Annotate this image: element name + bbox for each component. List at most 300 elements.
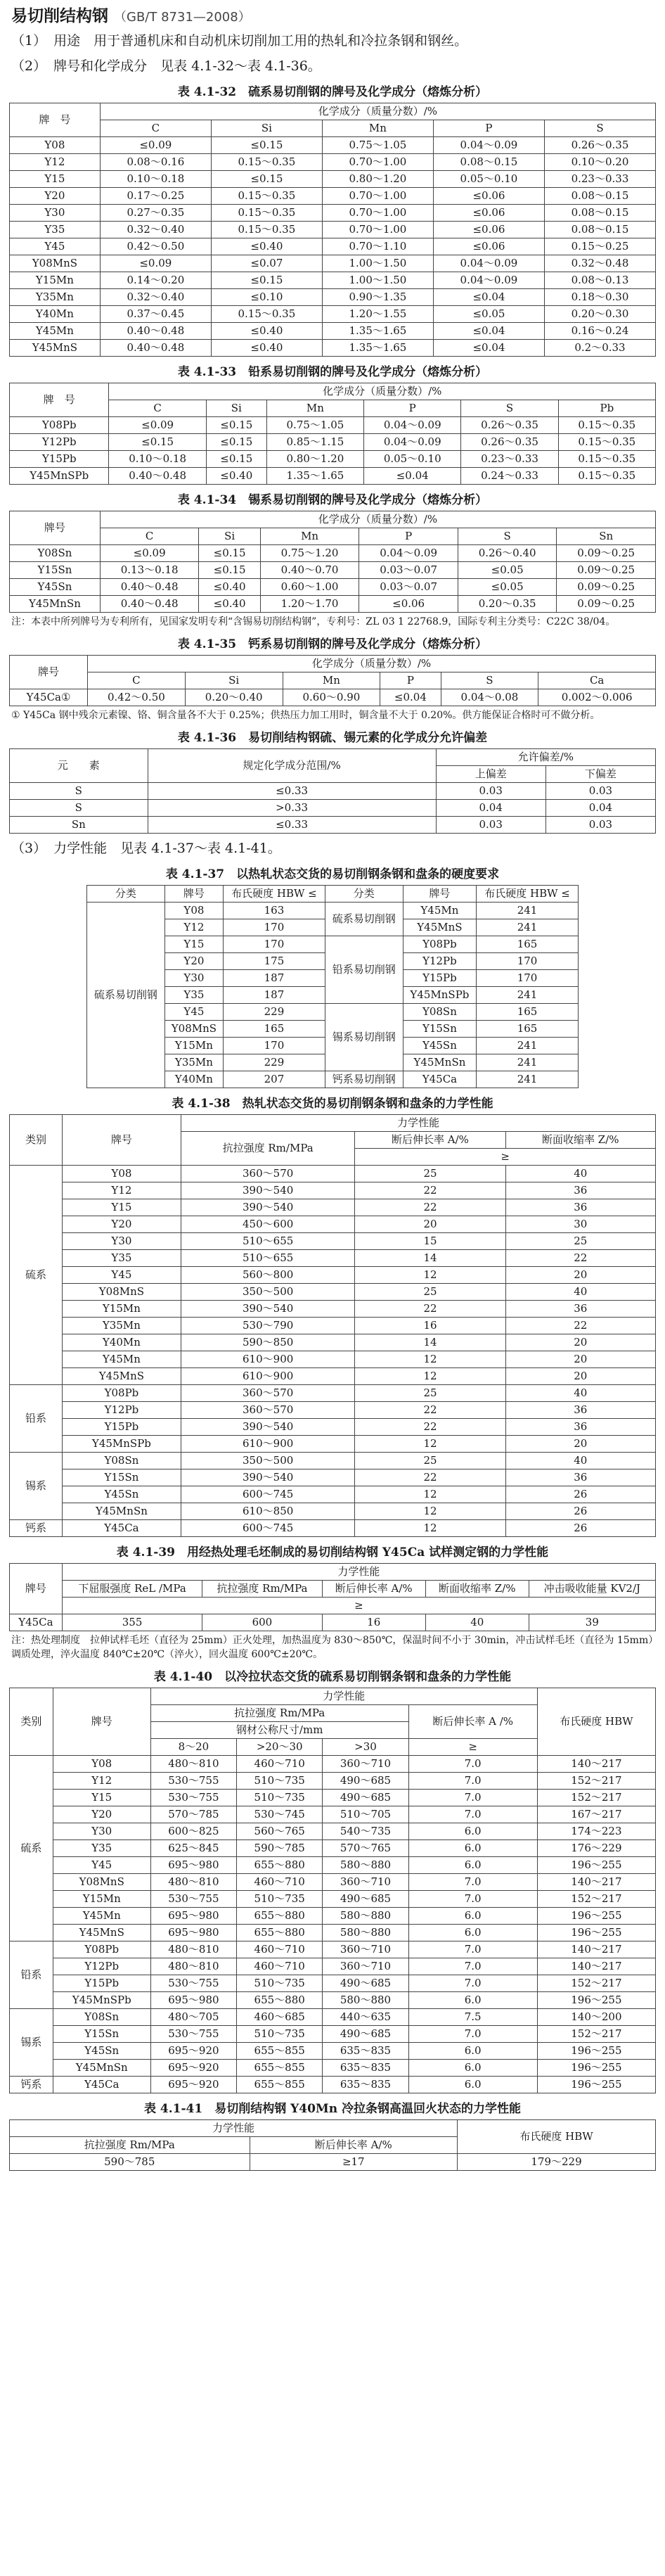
composition-table bbox=[9, 383, 656, 485]
value-cell: 460～710 bbox=[237, 1756, 323, 1773]
value-cell: 655～855 bbox=[237, 2043, 323, 2060]
value-cell: 0.70～1.00 bbox=[322, 205, 433, 222]
table-row bbox=[10, 1216, 656, 1233]
table-caption: 表 4.1-34 锡系易切削钢的牌号及化学成分（熔炼分析） bbox=[177, 493, 488, 507]
value-cell: 0.20～0.35 bbox=[458, 596, 557, 613]
value-cell: 0.70～1.00 bbox=[322, 154, 433, 171]
value-cell: 610～900 bbox=[181, 1351, 355, 1368]
value-cell: 460～710 bbox=[237, 1874, 323, 1891]
category-header: 类别 bbox=[10, 1115, 63, 1166]
header-row bbox=[10, 672, 656, 689]
table-row bbox=[10, 255, 656, 272]
value-cell: 140～217 bbox=[537, 1958, 655, 1975]
value-cell: 140～217 bbox=[537, 1874, 655, 1891]
value-cell: 0.40～0.48 bbox=[100, 596, 199, 613]
value-cell: 0.09～0.25 bbox=[557, 579, 656, 596]
grade-cell: Y15Sn bbox=[62, 1469, 181, 1486]
table-4-1-37 bbox=[0, 866, 665, 1088]
hardness-cell: 187 bbox=[224, 987, 325, 1004]
value-cell: 600 bbox=[202, 1614, 322, 1631]
value-cell: 6.0 bbox=[408, 1857, 537, 1874]
value-cell: 390～540 bbox=[181, 1301, 355, 1318]
hbw-header: 布氏硬度 HBW ≤ bbox=[477, 886, 579, 903]
value-cell: 0.85～1.15 bbox=[266, 434, 363, 451]
value-cell: 0.75～1.20 bbox=[260, 545, 359, 562]
mechanical-header: 力学性能 bbox=[181, 1115, 655, 1132]
value-cell: 580～880 bbox=[323, 1857, 408, 1874]
value-cell: 460～710 bbox=[237, 1958, 323, 1975]
title-text: 易切削结构钢 bbox=[11, 7, 108, 25]
value-cell: ≤0.33 bbox=[148, 817, 436, 834]
value-cell: 510～735 bbox=[237, 1773, 323, 1790]
value-cell: 610～850 bbox=[181, 1503, 355, 1520]
table-caption: 表 4.1-32 硫系易切削钢的牌号及化学成分（熔炼分析） bbox=[177, 85, 488, 99]
value-cell: 1.20～1.55 bbox=[322, 306, 433, 323]
property-header: 断面收缩率 Z/% bbox=[425, 1581, 529, 1598]
value-cell: 40 bbox=[505, 1284, 655, 1301]
size-range-header: >20～30 bbox=[237, 1739, 323, 1756]
value-cell: 16 bbox=[322, 1614, 425, 1631]
grade-cell: Y08Pb bbox=[10, 417, 109, 434]
value-cell: 0.37～0.45 bbox=[100, 306, 211, 323]
value-cell: 196～255 bbox=[537, 2077, 655, 2093]
value-cell: 600～825 bbox=[150, 1823, 236, 1840]
composition-header: 化学成分（质量分数）/% bbox=[100, 103, 655, 120]
grade-cell: Y40Mn bbox=[164, 1071, 223, 1088]
value-cell: 0.75～1.05 bbox=[322, 137, 433, 154]
deviation-table bbox=[9, 748, 656, 834]
upper-header: 上偏差 bbox=[436, 766, 545, 783]
value-cell: 0.04～0.09 bbox=[359, 545, 458, 562]
grade-cell: Y45 bbox=[10, 238, 101, 255]
mechanical-header: 力学性能 bbox=[150, 1688, 537, 1705]
grade-header: 牌号 bbox=[164, 886, 223, 903]
grade-cell: Y12 bbox=[10, 154, 101, 171]
cat-header: 分类 bbox=[87, 886, 165, 903]
grade-cell: Y45Sn bbox=[403, 1038, 476, 1054]
value-cell: 0.40～0.48 bbox=[100, 340, 211, 357]
value-cell: 36 bbox=[505, 1469, 655, 1486]
value-cell: ≤0.06 bbox=[433, 188, 544, 205]
value-cell: 36 bbox=[505, 1301, 655, 1318]
value-cell: 36 bbox=[505, 1419, 655, 1436]
table-row bbox=[10, 171, 656, 188]
value-cell: 25 bbox=[355, 1453, 505, 1469]
category-cell: 铅系易切削钢 bbox=[325, 936, 403, 1004]
table-row bbox=[10, 1385, 656, 1402]
table-row bbox=[10, 1840, 656, 1857]
value-cell: 580～880 bbox=[323, 1992, 408, 2009]
value-cell: 196～255 bbox=[537, 1992, 655, 2009]
value-cell: 0.42～0.50 bbox=[100, 238, 211, 255]
value-cell: 510～735 bbox=[237, 1891, 323, 1908]
value-cell: 655～855 bbox=[237, 2060, 323, 2077]
element-header: Si bbox=[185, 672, 283, 689]
grade-cell: Y45Mn bbox=[53, 1908, 150, 1925]
table-row bbox=[10, 340, 656, 357]
value-cell: 460～685 bbox=[237, 2009, 323, 2026]
table-note: 注：本表中所列牌号为专利所有，见国家发明专利“含锡易切削结构钢”，专利号：ZL 03 1 22768.9，国际专利主分类号：C22C 38/04。 bbox=[11, 616, 616, 627]
table-note: 注：热处理制度 拉伸试样毛坯（直径为 25mm）正火处理，加热温度为 830～850℃，保温时间不小于 30min，冲击试样毛坯（直径为 15mm）调质处理，淬火温度 840℃±20℃（淬火），回火温度 600℃±20℃。 bbox=[11, 1635, 654, 1660]
value-cell: 510～655 bbox=[181, 1250, 355, 1267]
grade-cell: Y12 bbox=[164, 919, 223, 936]
value-cell: 6.0 bbox=[408, 1823, 537, 1840]
element-header: S bbox=[461, 400, 558, 417]
table-row bbox=[10, 1823, 656, 1840]
value-cell: 530～790 bbox=[181, 1318, 355, 1334]
mechanical-table bbox=[9, 1114, 656, 1537]
value-cell: 25 bbox=[505, 1233, 655, 1250]
element-header: Mn bbox=[260, 528, 359, 545]
value-cell: 580～880 bbox=[323, 1925, 408, 1941]
table-row bbox=[10, 137, 656, 154]
grade-cell: Y40Mn bbox=[10, 306, 101, 323]
value-cell: 490～685 bbox=[323, 1790, 408, 1806]
table-row bbox=[10, 1891, 656, 1908]
value-cell: S bbox=[10, 783, 148, 800]
element-header: Si bbox=[199, 528, 260, 545]
value-cell: 0.13～0.18 bbox=[100, 562, 199, 579]
cat-header: 分类 bbox=[325, 886, 403, 903]
value-cell: 510～655 bbox=[181, 1233, 355, 1250]
intro-paragraph bbox=[11, 30, 665, 51]
value-cell: 600～745 bbox=[181, 1520, 355, 1537]
value-cell: 0.17～0.25 bbox=[100, 188, 211, 205]
table-row bbox=[10, 1199, 656, 1216]
value-cell: 0.26～0.35 bbox=[544, 137, 655, 154]
grade-cell: Y35 bbox=[10, 222, 101, 238]
composition-table bbox=[9, 511, 656, 613]
value-cell: 20 bbox=[505, 1334, 655, 1351]
value-cell: 570～785 bbox=[150, 1806, 236, 1823]
grade-cell: Y12Pb bbox=[403, 953, 476, 970]
value-cell: ≤0.04 bbox=[433, 323, 544, 340]
value-cell: 0.42～0.50 bbox=[88, 689, 186, 706]
table-caption: 表 4.1-36 易切削结构钢硫、锡元素的化学成分允许偏差 bbox=[177, 731, 488, 745]
value-cell: 360～710 bbox=[323, 1874, 408, 1891]
value-cell: 196～255 bbox=[537, 2060, 655, 2077]
hardness-cell: 241 bbox=[477, 1054, 579, 1071]
table-row bbox=[10, 783, 656, 800]
grade-cell: Y12 bbox=[53, 1773, 150, 1790]
min-header: ≥ bbox=[355, 1149, 656, 1166]
value-cell: 25 bbox=[355, 1166, 505, 1182]
table-row bbox=[10, 1419, 656, 1436]
para-number: （2） bbox=[11, 58, 47, 74]
value-cell: 0.23～0.33 bbox=[544, 171, 655, 188]
table-row bbox=[10, 1975, 656, 1992]
grade-cell: Y45Mn bbox=[10, 323, 101, 340]
value-cell: 390～540 bbox=[181, 1182, 355, 1199]
hardness-cell: 187 bbox=[224, 970, 325, 987]
element-header: P bbox=[359, 528, 458, 545]
value-cell: 6.0 bbox=[408, 1992, 537, 2009]
value-cell: 20 bbox=[505, 1436, 655, 1453]
value-cell: ≤0.07 bbox=[211, 255, 322, 272]
value-cell: 0.04～0.09 bbox=[364, 417, 461, 434]
para-text: 用途 用于普通机床和自动机床切削加工用的热轧和冷拉条钢和钢丝。 bbox=[53, 33, 468, 49]
grade-cell: Y15 bbox=[10, 171, 101, 188]
value-cell: 20 bbox=[505, 1267, 655, 1284]
lower-header: 下偏差 bbox=[545, 766, 655, 783]
value-cell: ≤0.04 bbox=[380, 689, 441, 706]
element-header: 元 素 bbox=[10, 749, 148, 783]
element-header: Ca bbox=[538, 672, 656, 689]
deviation-header: 允许偏差/% bbox=[436, 749, 655, 766]
value-cell: 0.15～0.35 bbox=[558, 468, 655, 485]
category-cell: 锡系 bbox=[10, 1453, 63, 1520]
table-caption: 表 4.1-39 用经热处理毛坯制成的易切削结构钢 Y45Ca 试样测定钢的力学性能 bbox=[116, 1545, 549, 1560]
value-cell: 30 bbox=[505, 1216, 655, 1233]
element-header: Mn bbox=[283, 672, 380, 689]
value-cell: ≤0.15 bbox=[211, 272, 322, 289]
value-cell: 20 bbox=[355, 1216, 505, 1233]
header-row bbox=[10, 120, 656, 137]
table-row bbox=[10, 1874, 656, 1891]
table-row bbox=[10, 434, 656, 451]
grade-cell: Y08MnS bbox=[10, 255, 101, 272]
y45ca-table bbox=[9, 1563, 656, 1631]
value-cell: 0.08～0.15 bbox=[544, 205, 655, 222]
value-cell: 6.0 bbox=[408, 1840, 537, 1857]
table-row bbox=[10, 1790, 656, 1806]
header-row bbox=[10, 1598, 656, 1614]
value-cell: 7.5 bbox=[408, 2009, 537, 2026]
value-cell: 0.26～0.35 bbox=[461, 434, 558, 451]
category-cell: 硫系易切削钢 bbox=[87, 903, 165, 1088]
table-row bbox=[10, 417, 656, 434]
grade-cell: Y40Mn bbox=[62, 1334, 181, 1351]
grade-cell: Y35 bbox=[53, 1840, 150, 1857]
value-cell: ≥17 bbox=[250, 2154, 458, 2171]
category-cell: 硫系 bbox=[10, 1166, 63, 1385]
grade-cell: Y45MnSPb bbox=[62, 1436, 181, 1453]
grade-cell: Y12Pb bbox=[53, 1958, 150, 1975]
value-cell: ≤0.15 bbox=[199, 545, 260, 562]
value-cell: 0.40～0.48 bbox=[109, 468, 206, 485]
table-note: ① Y45Ca 钢中残余元素镍、铬、铜含量各不大于 0.25%；供热压力加工用时，铜含量不大于 0.20%。供方能保证合格时可不做分析。 bbox=[11, 710, 600, 721]
value-cell: 15 bbox=[355, 1233, 505, 1250]
hardness-cell: 165 bbox=[477, 1021, 579, 1038]
table-row bbox=[10, 1486, 656, 1503]
value-cell: ≤0.06 bbox=[433, 205, 544, 222]
value-cell: 635～835 bbox=[323, 2043, 408, 2060]
grade-cell: Y45 bbox=[53, 1857, 150, 1874]
table-4-1-36 bbox=[0, 729, 665, 834]
value-cell: ≤0.06 bbox=[433, 238, 544, 255]
grade-cell: Y08Pb bbox=[403, 936, 476, 953]
composition-table bbox=[9, 655, 656, 706]
grade-cell: Y45 bbox=[62, 1267, 181, 1284]
table-row bbox=[10, 2154, 656, 2171]
category-cell: 铅系 bbox=[10, 1941, 53, 2009]
value-cell: 0.09～0.25 bbox=[557, 596, 656, 613]
elongation-header: 断后伸长率 A /% bbox=[408, 1705, 537, 1739]
grade-cell: Y15Sn bbox=[53, 2026, 150, 2043]
size-range-header: >30 bbox=[323, 1739, 408, 1756]
grade-cell: Y30 bbox=[10, 205, 101, 222]
value-cell: 695～920 bbox=[150, 2043, 236, 2060]
cold-drawn-table bbox=[9, 1688, 656, 2093]
value-cell: 12 bbox=[355, 1368, 505, 1385]
table-row bbox=[10, 562, 656, 579]
value-cell: 0.04～0.09 bbox=[433, 137, 544, 154]
table-row bbox=[10, 1958, 656, 1975]
value-cell: 610～900 bbox=[181, 1368, 355, 1385]
value-cell: 152～217 bbox=[537, 2026, 655, 2043]
value-cell: ≤0.40 bbox=[211, 238, 322, 255]
table-row bbox=[10, 238, 656, 255]
value-cell: 0.15～0.35 bbox=[558, 434, 655, 451]
value-cell: 590～785 bbox=[10, 2154, 250, 2171]
category-cell: 钙系 bbox=[10, 2077, 53, 2093]
value-cell: 655～880 bbox=[237, 1925, 323, 1941]
property-header: 冲击吸收能量 KV2/J bbox=[529, 1581, 655, 1598]
grade-cell: Y15Mn bbox=[53, 1891, 150, 1908]
grade-cell: Y08Sn bbox=[53, 2009, 150, 2026]
value-cell: ≤0.09 bbox=[100, 545, 199, 562]
table-4-1-40 bbox=[0, 1669, 665, 2093]
grade-cell: Y15Pb bbox=[53, 1975, 150, 1992]
element-header: S bbox=[441, 672, 538, 689]
value-cell: ≤0.40 bbox=[199, 579, 260, 596]
header-row bbox=[10, 656, 656, 672]
value-cell: 360～710 bbox=[323, 1941, 408, 1958]
table-row bbox=[10, 1925, 656, 1941]
table-row bbox=[10, 1351, 656, 1368]
value-cell: 152～217 bbox=[537, 1891, 655, 1908]
value-cell: 0.20～0.40 bbox=[185, 689, 283, 706]
grade-cell: Y12Pb bbox=[62, 1402, 181, 1419]
value-cell: 0.05～0.10 bbox=[364, 451, 461, 468]
element-header: Pb bbox=[558, 400, 655, 417]
value-cell: 36 bbox=[505, 1199, 655, 1216]
grade-cell: Y08Sn bbox=[403, 1004, 476, 1021]
hardness-cell: 241 bbox=[477, 903, 579, 919]
value-cell: ≤0.40 bbox=[211, 340, 322, 357]
value-cell: 0.04～0.08 bbox=[441, 689, 538, 706]
table-4-1-34 bbox=[0, 492, 665, 629]
hardness-header: 布氏硬度 HBW bbox=[458, 2120, 656, 2154]
value-cell: 530～755 bbox=[150, 1975, 236, 1992]
hardness-cell: 229 bbox=[224, 1054, 325, 1071]
para-text: 力学性能 见表 4.1-37～表 4.1-41。 bbox=[53, 841, 281, 856]
table-row bbox=[87, 903, 579, 919]
grade-cell: Y15Pb bbox=[62, 1419, 181, 1436]
grade-cell: Y15Mn bbox=[62, 1301, 181, 1318]
grade-cell: Y45MnSPb bbox=[53, 1992, 150, 2009]
grade-cell: Y45Sn bbox=[62, 1486, 181, 1503]
grade-cell: Y45MnS bbox=[62, 1368, 181, 1385]
category-cell: 硫系易切削钢 bbox=[325, 903, 403, 936]
value-cell: 0.26～0.35 bbox=[461, 417, 558, 434]
value-cell: 590～785 bbox=[237, 1840, 323, 1857]
value-cell: ≤0.04 bbox=[433, 340, 544, 357]
para-text: 牌号和化学成分 见表 4.1-32～表 4.1-36。 bbox=[53, 58, 321, 74]
value-cell: ≤0.15 bbox=[211, 137, 322, 154]
value-cell: ≤0.40 bbox=[206, 468, 266, 485]
value-cell: 695～980 bbox=[150, 1857, 236, 1874]
grade-cell: Y45Ca bbox=[62, 1520, 181, 1537]
element-header: C bbox=[100, 120, 211, 137]
table-row bbox=[10, 289, 656, 306]
hardness-cell: 163 bbox=[224, 903, 325, 919]
value-cell: 0.03～0.07 bbox=[359, 579, 458, 596]
value-cell: 490～685 bbox=[323, 2026, 408, 2043]
value-cell: Sn bbox=[10, 817, 148, 834]
grade-cell: Y45MnS bbox=[10, 340, 101, 357]
grade-cell: Y08Sn bbox=[10, 545, 101, 562]
value-cell: 12 bbox=[355, 1267, 505, 1284]
grade-cell: Y45Sn bbox=[53, 2043, 150, 2060]
table-row bbox=[10, 596, 656, 613]
value-cell: 0.60～0.90 bbox=[283, 689, 380, 706]
value-cell: 12 bbox=[355, 1520, 505, 1537]
value-cell: 12 bbox=[355, 1436, 505, 1453]
value-cell: 580～880 bbox=[323, 1908, 408, 1925]
grade-cell: Y12 bbox=[62, 1182, 181, 1199]
value-cell: 0.32～0.48 bbox=[544, 255, 655, 272]
value-cell: 0.15～0.35 bbox=[211, 205, 322, 222]
reduction-header: 断面收缩率 Z/% bbox=[505, 1132, 655, 1149]
tensile-header: 抗拉强度 Rm/MPa bbox=[10, 2137, 250, 2154]
value-cell: 7.0 bbox=[408, 1773, 537, 1790]
value-cell: 1.00～1.50 bbox=[322, 255, 433, 272]
value-cell: 1.00～1.50 bbox=[322, 272, 433, 289]
table-row bbox=[10, 1334, 656, 1351]
category-cell: 锡系 bbox=[10, 2009, 53, 2077]
grade-cell: Y15 bbox=[62, 1199, 181, 1216]
grade-cell: Y08Pb bbox=[62, 1385, 181, 1402]
hardness-cell: 165 bbox=[477, 936, 579, 953]
grade-cell: Y45Ca bbox=[53, 2077, 150, 2093]
value-cell: 0.03 bbox=[545, 783, 655, 800]
table-row bbox=[10, 222, 656, 238]
value-cell: 480～810 bbox=[150, 1756, 236, 1773]
grade-cell: Y45Ca bbox=[10, 1614, 63, 1631]
hardness-cell: 241 bbox=[477, 1071, 579, 1088]
value-cell: 510～705 bbox=[323, 1806, 408, 1823]
value-cell: 7.0 bbox=[408, 1790, 537, 1806]
value-cell: 1.35～1.65 bbox=[322, 323, 433, 340]
value-cell: 0.08～0.16 bbox=[100, 154, 211, 171]
value-cell: 390～540 bbox=[181, 1469, 355, 1486]
value-cell: 0.70～1.00 bbox=[322, 188, 433, 205]
value-cell: 167～217 bbox=[537, 1806, 655, 1823]
grade-cell: Y20 bbox=[164, 953, 223, 970]
value-cell: 360～570 bbox=[181, 1385, 355, 1402]
value-cell: 40 bbox=[505, 1453, 655, 1469]
value-cell: 490～685 bbox=[323, 1975, 408, 1992]
value-cell: 0.80～1.20 bbox=[266, 451, 363, 468]
value-cell: ≤0.15 bbox=[199, 562, 260, 579]
category-cell: 锡系易切削钢 bbox=[325, 1004, 403, 1071]
value-cell: 6.0 bbox=[408, 2077, 537, 2093]
element-header: Si bbox=[206, 400, 266, 417]
value-cell: 7.0 bbox=[408, 1756, 537, 1773]
value-cell: 26 bbox=[505, 1486, 655, 1503]
table-row bbox=[10, 1318, 656, 1334]
value-cell: 26 bbox=[505, 1503, 655, 1520]
size-range-header: 8～20 bbox=[150, 1739, 236, 1756]
grade-cell: Y45MnSPb bbox=[403, 987, 476, 1004]
element-header: S bbox=[544, 120, 655, 137]
composition-header: 化学成分（质量分数）/% bbox=[100, 511, 655, 528]
value-cell: 0.15～0.35 bbox=[211, 188, 322, 205]
value-cell: 36 bbox=[505, 1182, 655, 1199]
page-title bbox=[11, 3, 665, 26]
value-cell: 6.0 bbox=[408, 1925, 537, 1941]
